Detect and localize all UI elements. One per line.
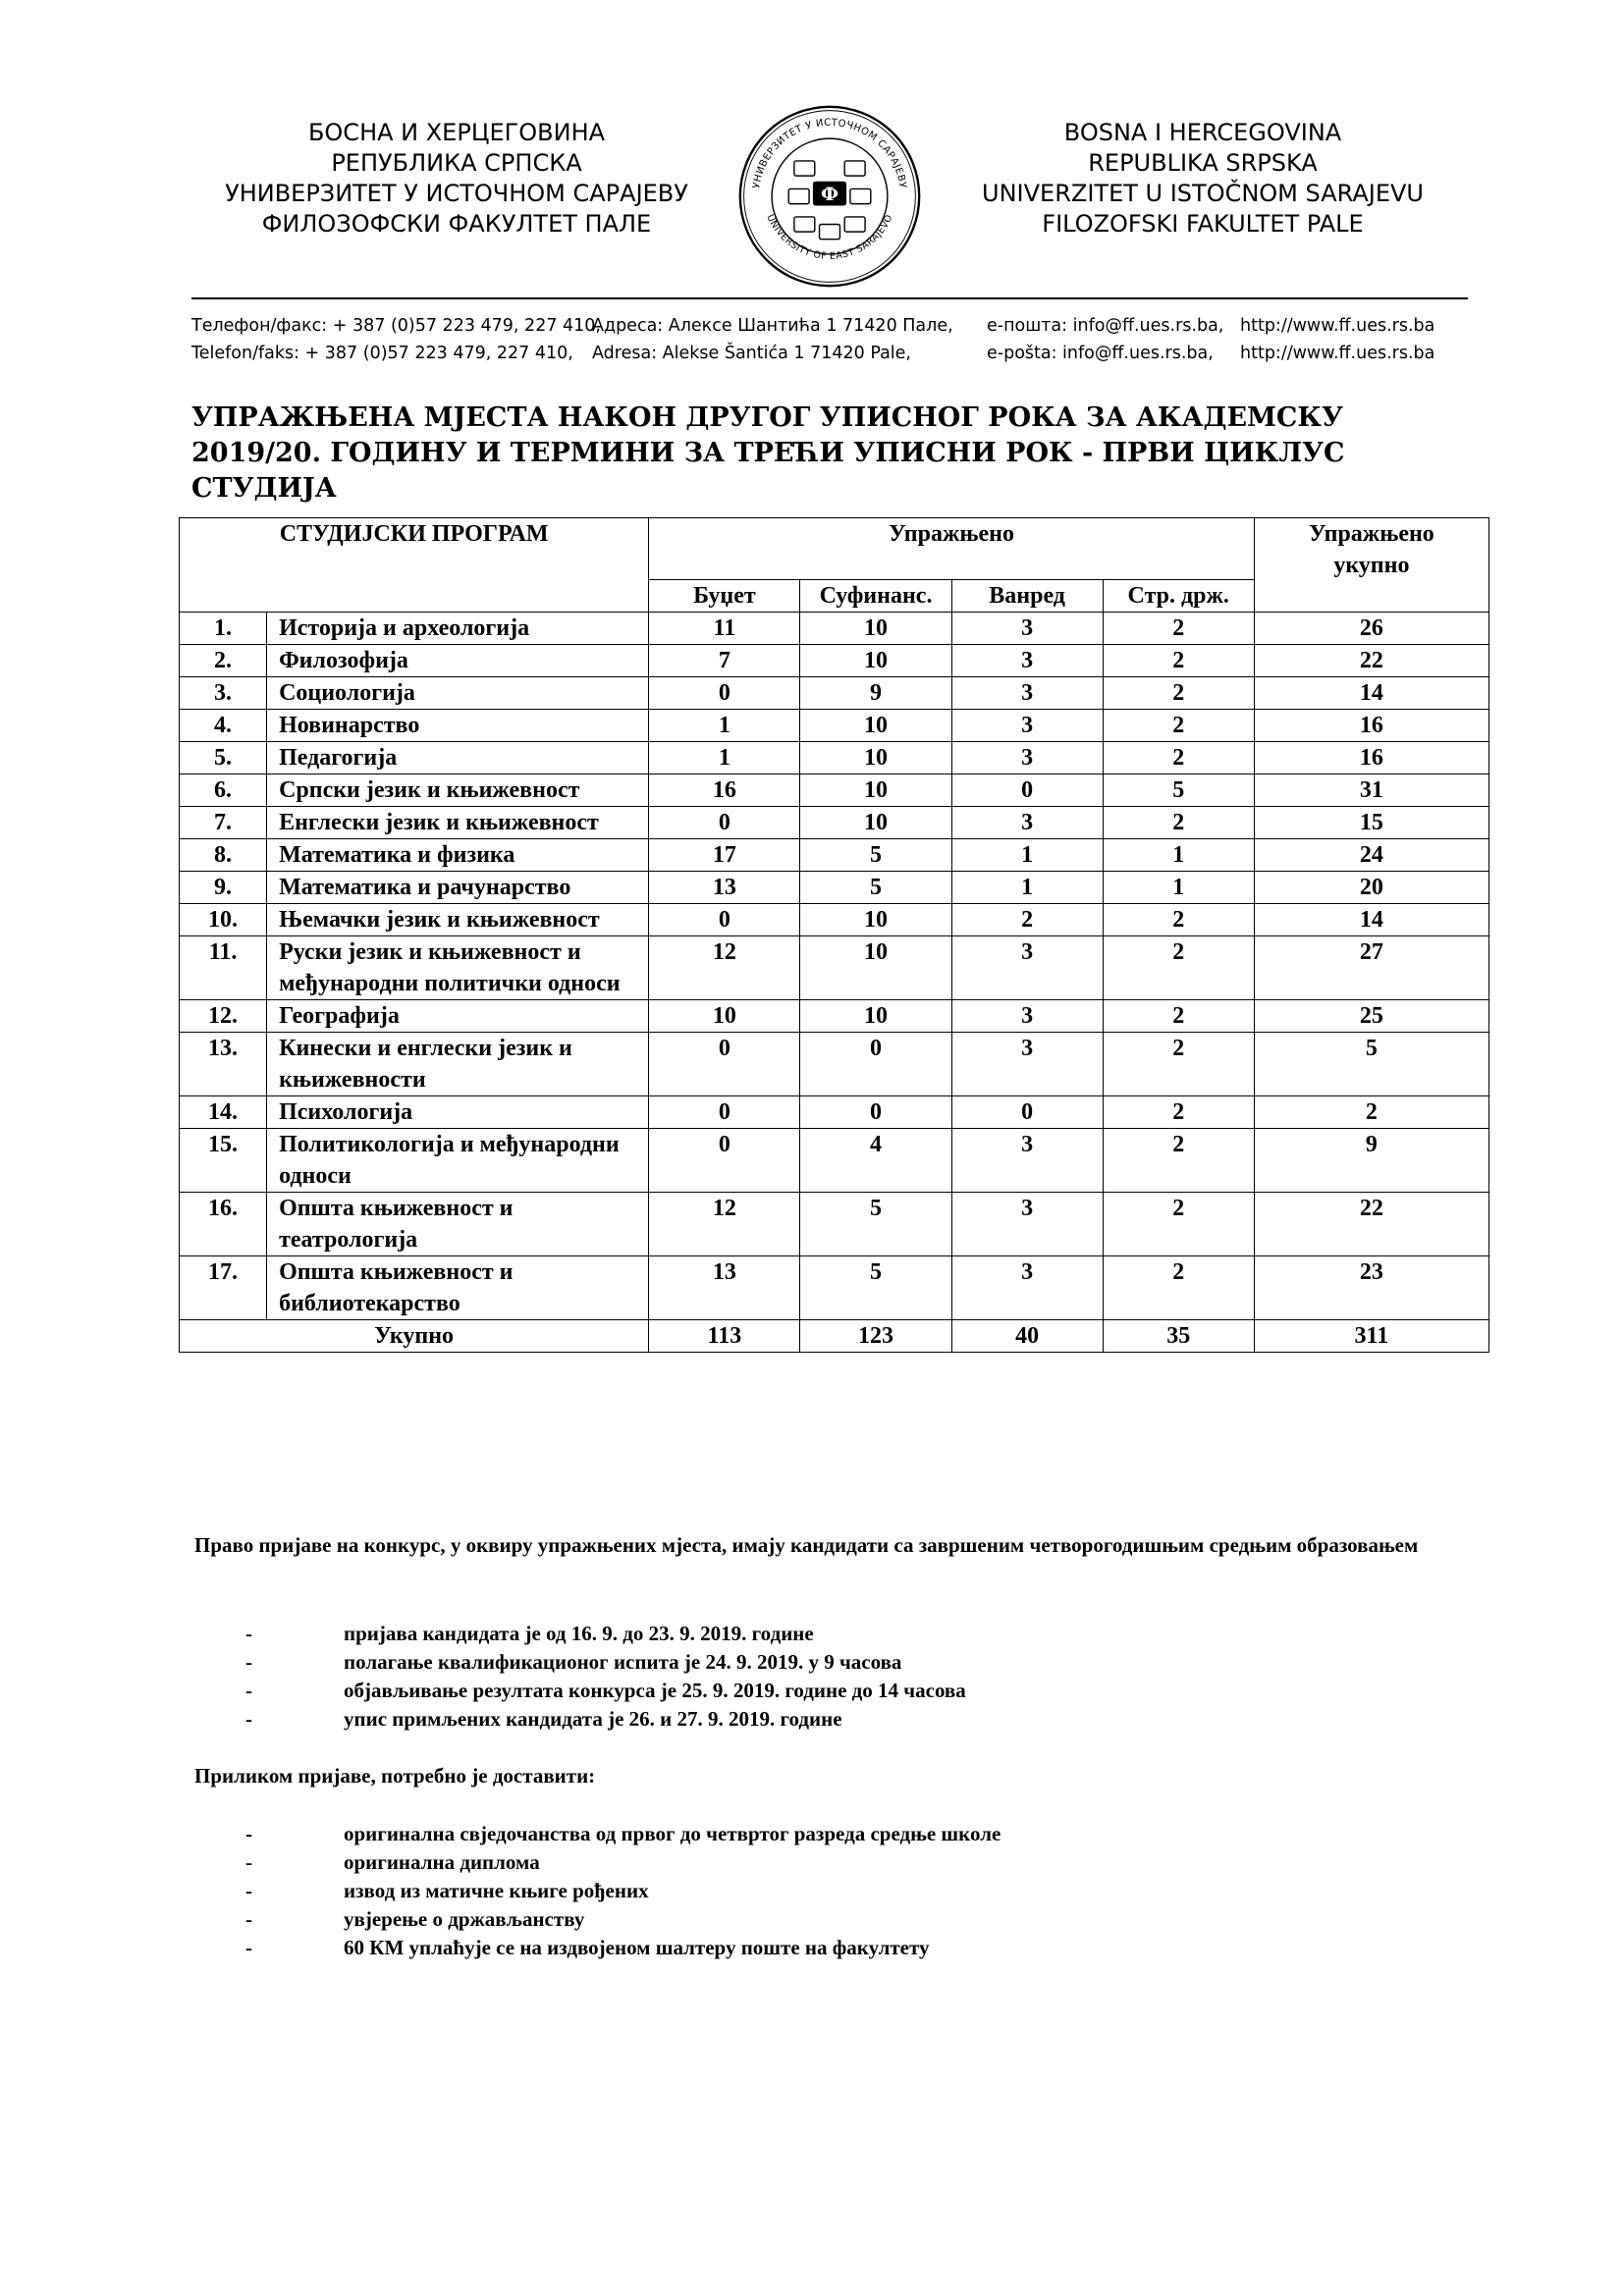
- table-row: [180, 1129, 1489, 1193]
- table-row: [180, 710, 1489, 742]
- table-row: [180, 1033, 1489, 1096]
- cell-cofinanced: 10: [800, 904, 951, 936]
- cell-part-time: 0: [951, 774, 1103, 807]
- cell-cofinanced: 9: [800, 677, 951, 710]
- cell-budget: 11: [649, 613, 800, 645]
- schedule-list: [194, 1620, 1461, 1734]
- cell-total: 22: [1254, 645, 1488, 677]
- cell-study-program: Социологија: [267, 677, 649, 710]
- contact-phone: Telefon/faks: + 387 (0)57 223 479, 227 410,: [191, 344, 573, 363]
- contact-phone: Телефон/факс: + 387 (0)57 223 479, 227 410,: [191, 316, 601, 336]
- contact-address: Адреса: Алексе Шантића 1 71420 Пале,: [592, 316, 953, 336]
- cell-part-time: 3: [951, 1256, 1103, 1320]
- cell-study-program: Руски језик и књижевност и међународни политички односи: [267, 936, 649, 1000]
- cell-budget: 12: [649, 1193, 800, 1256]
- table-row: [180, 1000, 1489, 1033]
- cell-cofinanced: 0: [800, 1033, 951, 1096]
- cell-study-program: Кинески и енглески језик и књижевности: [267, 1033, 649, 1096]
- list-item-text: оригинална свједочанства од првог до четвртог разреда средње школе: [344, 1822, 1001, 1845]
- cell-part-time: 3: [951, 677, 1103, 710]
- schedule-item: [194, 1648, 1461, 1677]
- contact-website: http://www.ff.ues.rs.ba: [1240, 344, 1435, 363]
- cell-total: 5: [1254, 1033, 1488, 1096]
- header-vacant-total: [1254, 518, 1488, 613]
- cell-total: 14: [1254, 677, 1488, 710]
- cell-row-number: 15.: [180, 1129, 267, 1193]
- requirement-item: [194, 1820, 1461, 1848]
- contact-info: [191, 312, 1468, 367]
- table-row: [180, 807, 1489, 839]
- cell-foreign: 2: [1103, 904, 1254, 936]
- letterhead-line: UNIVERZITET U ISTOČNOM SARAJEVU: [982, 180, 1424, 207]
- list-dash: -: [245, 1707, 252, 1731]
- cell-total: 15: [1254, 807, 1488, 839]
- cell-foreign: 2: [1103, 1193, 1254, 1256]
- schedule-item: [194, 1705, 1461, 1734]
- cell-row-number: 8.: [180, 839, 267, 872]
- cell-foreign: 2: [1103, 1129, 1254, 1193]
- list-dash: -: [245, 1850, 252, 1874]
- list-dash: -: [245, 1650, 252, 1674]
- contact-line-cyrillic: [191, 312, 1468, 340]
- table-row: [180, 839, 1489, 872]
- cell-total: 16: [1254, 742, 1488, 774]
- cell-cofinanced: 10: [800, 645, 951, 677]
- cell-foreign: 1: [1103, 839, 1254, 872]
- cell-row-number: 14.: [180, 1096, 267, 1129]
- cell-cofinanced: 10: [800, 774, 951, 807]
- list-item-text: 60 КМ уплаћује се на издвојеном шалтеру поште на факултету: [344, 1936, 930, 1959]
- cell-cofinanced: 10: [800, 710, 951, 742]
- cell-row-number: 13.: [180, 1033, 267, 1096]
- cell-row-number: 12.: [180, 1000, 267, 1033]
- contact-address: Adresa: Alekse Šantića 1 71420 Pale,: [592, 344, 911, 363]
- cell-total: 22: [1254, 1193, 1488, 1256]
- cell-total: 20: [1254, 872, 1488, 904]
- table-row: [180, 774, 1489, 807]
- cell-budget: 0: [649, 677, 800, 710]
- letterhead-divider: [191, 297, 1468, 299]
- cell-cofinanced: 5: [800, 1256, 951, 1320]
- cell-total: 9: [1254, 1129, 1488, 1193]
- cell-foreign: 2: [1103, 1000, 1254, 1033]
- list-item-text: увјерење о држављанству: [344, 1907, 585, 1931]
- cell-cofinanced: 10: [800, 936, 951, 1000]
- list-dash: -: [245, 1622, 252, 1645]
- cell-part-time: 3: [951, 1193, 1103, 1256]
- cell-foreign: 1: [1103, 872, 1254, 904]
- cell-budget: 0: [649, 904, 800, 936]
- cell-study-program: Њемачки језик и књижевност: [267, 904, 649, 936]
- cell-row-number: 16.: [180, 1193, 267, 1256]
- table-header-row: [180, 518, 1489, 580]
- cell-part-time: 3: [951, 1000, 1103, 1033]
- cell-row-number: 10.: [180, 904, 267, 936]
- cell-part-time: 3: [951, 710, 1103, 742]
- cell-study-program: Политикологија и међународни односи: [267, 1129, 649, 1193]
- list-item-text: упис примљених кандидата је 26. и 27. 9. 2019. године: [344, 1707, 842, 1731]
- header-study-program: СТУДИЈСКИ ПРОГРАМ: [180, 518, 649, 613]
- cell-part-time: 3: [951, 807, 1103, 839]
- table-row: [180, 645, 1489, 677]
- cell-total: 26: [1254, 613, 1488, 645]
- contact-line-latin: [191, 340, 1468, 367]
- cell-study-program: Педагогија: [267, 742, 649, 774]
- cell-total: 2: [1254, 1096, 1488, 1129]
- cell-study-program: Новинарство: [267, 710, 649, 742]
- list-dash: -: [245, 1936, 252, 1959]
- cell-part-time: 3: [951, 936, 1103, 1000]
- cell-cofinanced: 10: [800, 742, 951, 774]
- cell-total: 25: [1254, 1000, 1488, 1033]
- cell-budget: 1: [649, 742, 800, 774]
- cell-cofinanced: 10: [800, 613, 951, 645]
- cell-foreign-total: 35: [1103, 1320, 1254, 1353]
- header-vacant: Упражњено: [649, 518, 1254, 580]
- cell-foreign: 2: [1103, 807, 1254, 839]
- cell-part-time: 2: [951, 904, 1103, 936]
- cell-total: 24: [1254, 839, 1488, 872]
- table-row: [180, 742, 1489, 774]
- requirements-list: [194, 1820, 1461, 1962]
- contact-website: http://www.ff.ues.rs.ba: [1240, 316, 1435, 336]
- cell-foreign: 2: [1103, 613, 1254, 645]
- cell-foreign: 2: [1103, 1033, 1254, 1096]
- letterhead-line: FILOZOFSKI FAKULTET PALE: [1042, 210, 1364, 238]
- cell-cofinanced-total: 123: [800, 1320, 951, 1353]
- cell-cofinanced: 10: [800, 1000, 951, 1033]
- cell-budget: 7: [649, 645, 800, 677]
- cell-study-program: Географија: [267, 1000, 649, 1033]
- table-row: [180, 1193, 1489, 1256]
- list-dash: -: [245, 1879, 252, 1902]
- requirement-item: [194, 1848, 1461, 1877]
- list-item-text: пријава кандидата је од 16. 9. до 23. 9. 2019. године: [344, 1622, 814, 1645]
- cell-budget: 12: [649, 936, 800, 1000]
- svg-text:UNIVERSITY OF EAST SARAJEVO: [764, 213, 894, 262]
- faculty-seal-icon: [736, 103, 923, 290]
- cell-row-number: 7.: [180, 807, 267, 839]
- cell-total: 23: [1254, 1256, 1488, 1320]
- cell-foreign: 2: [1103, 710, 1254, 742]
- cell-row-number: 6.: [180, 774, 267, 807]
- seal-bottom-text: UNIVERSITY OF EAST SARAJEVO: [764, 212, 895, 262]
- header-part-time: Ванред: [951, 580, 1103, 613]
- cell-foreign: 2: [1103, 1256, 1254, 1320]
- letterhead-cyrillic: [191, 118, 722, 240]
- list-dash: -: [245, 1679, 252, 1702]
- letterhead-latin: [938, 118, 1468, 240]
- cell-cofinanced: 5: [800, 1193, 951, 1256]
- letterhead: [191, 108, 1468, 294]
- cell-total: 31: [1254, 774, 1488, 807]
- cell-study-program: Општа књижевност и театрологија: [267, 1193, 649, 1256]
- table-row: [180, 936, 1489, 1000]
- cell-foreign: 2: [1103, 645, 1254, 677]
- cell-row-number: 9.: [180, 872, 267, 904]
- cell-cofinanced: 4: [800, 1129, 951, 1193]
- letterhead-line: УНИВЕРЗИТЕТ У ИСТОЧНОМ САРАЈЕВУ: [225, 180, 688, 207]
- eligibility-note: [194, 1531, 1461, 1560]
- cell-budget: 13: [649, 1256, 800, 1320]
- letterhead-line: REPUBLIKA SRPSKA: [1088, 149, 1318, 177]
- cell-study-program: Енглески језик и књижевност: [267, 807, 649, 839]
- list-item-text: полагање квалификационог испита је 24. 9. 2019. у 9 часова: [344, 1650, 902, 1674]
- table-row: [180, 613, 1489, 645]
- list-dash: -: [245, 1822, 252, 1845]
- cell-budget-total: 113: [649, 1320, 800, 1353]
- cell-total: 27: [1254, 936, 1488, 1000]
- cell-row-number: 5.: [180, 742, 267, 774]
- cell-budget: 0: [649, 1096, 800, 1129]
- table-row: [180, 872, 1489, 904]
- header-budget: Буџет: [649, 580, 800, 613]
- header-total-line: Упражњено: [1308, 521, 1434, 547]
- document-title: УПРАЖЊЕНА МЈЕСТА НАКОН ДРУГОГ УПИСНОГ РОКА ЗА АКАДЕМСКУ 2019/20. ГОДИНУ И ТЕРМИНИ ЗА ТРЕЋИ УПИСНИ РОК - ПРВИ ЦИКЛУС СТУДИЈА: [191, 402, 1345, 504]
- requirement-item: [194, 1905, 1461, 1934]
- contact-email: е-пошта: info@ff.ues.rs.ba,: [987, 316, 1224, 336]
- vacancy-table: [179, 517, 1489, 1353]
- cell-study-program: Психологија: [267, 1096, 649, 1129]
- eligibility-text: Право пријаве на конкурс, у оквиру упражњених мјеста, имају кандидати са завршеним четворогодишњим средњим образовањем: [194, 1533, 1419, 1557]
- cell-row-number: 11.: [180, 936, 267, 1000]
- list-dash: -: [245, 1907, 252, 1931]
- requirements-intro: Приликом пријаве, потребно је доставити:: [194, 1764, 596, 1788]
- table-total-row: [180, 1320, 1489, 1353]
- cell-foreign: 2: [1103, 677, 1254, 710]
- cell-budget: 0: [649, 1033, 800, 1096]
- cell-budget: 13: [649, 872, 800, 904]
- header-foreign: Стр. држ.: [1103, 580, 1254, 613]
- cell-foreign: 2: [1103, 936, 1254, 1000]
- cell-part-time: 3: [951, 613, 1103, 645]
- cell-row-number: 4.: [180, 710, 267, 742]
- cell-foreign: 5: [1103, 774, 1254, 807]
- table-row: [180, 1256, 1489, 1320]
- cell-row-number: 3.: [180, 677, 267, 710]
- cell-budget: 10: [649, 1000, 800, 1033]
- table-row: [180, 1096, 1489, 1129]
- list-item-text: оригинална диплома: [344, 1850, 540, 1874]
- cell-row-number: 1.: [180, 613, 267, 645]
- table-row: [180, 904, 1489, 936]
- letterhead-line: БОСНА И ХЕРЦЕГОВИНА: [307, 119, 606, 146]
- cell-total: 16: [1254, 710, 1488, 742]
- cell-study-program: Филозофија: [267, 645, 649, 677]
- cell-budget: 17: [649, 839, 800, 872]
- schedule-item: [194, 1677, 1461, 1705]
- cell-study-program: Историја и археологија: [267, 613, 649, 645]
- requirement-item: [194, 1934, 1461, 1962]
- cell-part-time: 3: [951, 1033, 1103, 1096]
- total-label: Укупно: [180, 1320, 649, 1353]
- cell-part-time-total: 40: [951, 1320, 1103, 1353]
- cell-cofinanced: 5: [800, 839, 951, 872]
- cell-budget: 1: [649, 710, 800, 742]
- cell-budget: 0: [649, 807, 800, 839]
- cell-cofinanced: 5: [800, 872, 951, 904]
- schedule-item: [194, 1620, 1461, 1648]
- cell-study-program: Српски језик и књижевност: [267, 774, 649, 807]
- cell-cofinanced: 10: [800, 807, 951, 839]
- header-total-line: укупно: [1333, 553, 1410, 578]
- table-row: [180, 677, 1489, 710]
- cell-foreign: 2: [1103, 1096, 1254, 1129]
- cell-budget: 0: [649, 1129, 800, 1193]
- cell-grand-total: 311: [1254, 1320, 1488, 1353]
- cell-study-program: Општа књижевност и библиотекарство: [267, 1256, 649, 1320]
- letterhead-line: РЕПУБЛИКА СРПСКА: [331, 149, 582, 177]
- cell-study-program: Математика и рачунарство: [267, 872, 649, 904]
- cell-part-time: 1: [951, 872, 1103, 904]
- header-cofinanced: Суфинанс.: [800, 580, 951, 613]
- list-item-text: извод из матичне књиге рођених: [344, 1879, 649, 1902]
- letterhead-line: ФИЛОЗОФСКИ ФАКУЛТЕТ ПАЛЕ: [261, 210, 652, 238]
- cell-part-time: 1: [951, 839, 1103, 872]
- cell-part-time: 0: [951, 1096, 1103, 1129]
- cell-part-time: 3: [951, 1129, 1103, 1193]
- cell-foreign: 2: [1103, 742, 1254, 774]
- cell-total: 14: [1254, 904, 1488, 936]
- letterhead-line: BOSNA I HERCEGOVINA: [1063, 119, 1342, 146]
- cell-row-number: 17.: [180, 1256, 267, 1320]
- cell-study-program: Математика и физика: [267, 839, 649, 872]
- cell-part-time: 3: [951, 742, 1103, 774]
- cell-budget: 16: [649, 774, 800, 807]
- cell-row-number: 2.: [180, 645, 267, 677]
- list-item-text: објављивање резултата конкурса је 25. 9. 2019. године до 14 часова: [344, 1679, 966, 1702]
- seal-center-letter: Ф: [820, 183, 839, 205]
- requirement-item: [194, 1877, 1461, 1905]
- seal-outer-text: УНИВЕРЗИТЕТ У ИСТОЧНОМ САРАЈЕВУ: [751, 117, 908, 189]
- cell-part-time: 3: [951, 645, 1103, 677]
- contact-email: e-pošta: info@ff.ues.rs.ba,: [987, 344, 1214, 363]
- cell-cofinanced: 0: [800, 1096, 951, 1129]
